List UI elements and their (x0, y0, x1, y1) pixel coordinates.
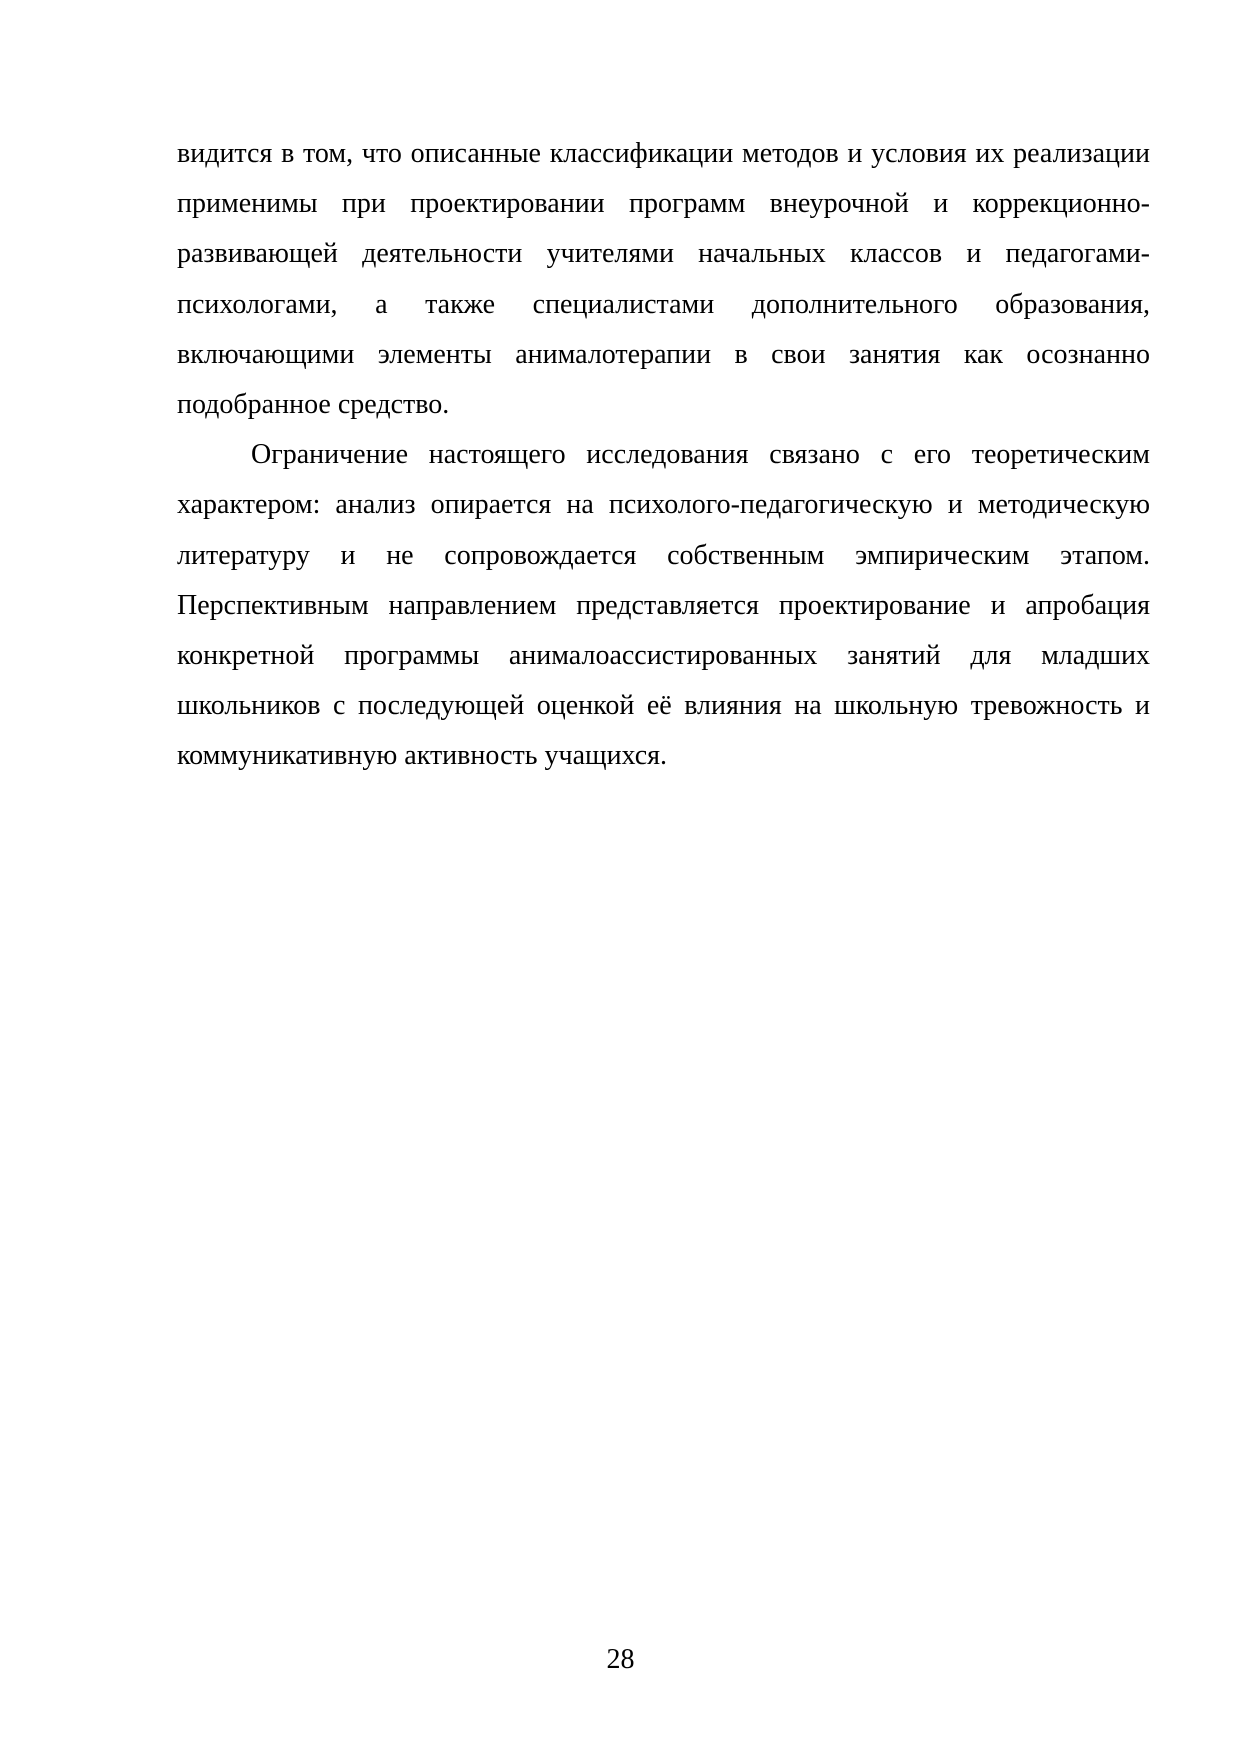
body-text (177, 129, 1150, 782)
page-number: 28 (606, 1644, 635, 1675)
paragraph-limitations: Ограничение настоящего исследования связано с его теоретическим характером: анализ опирается на психолого-педагогическую и методическую литературу и не сопровождается собственным эмпирическим этапом. Перспективным направлением представляется проектирование и апробация конкретной программы анималоассистированных занятий для младших школьников с последующей оценкой её влияния на школьную тревожность и коммуникативную активность учащихся. (177, 439, 1150, 772)
paragraph-continuation: видится в том, что описанные классификации методов и условия их реализации применимы при проектировании программ внеурочной и коррекционно-развивающей деятельности учителями начальных классов и педагогами-психологами, а также специалистами дополнительного образования, включающими элементы анималотерапии в свои занятия как осознанно подобранное средство. (177, 138, 1150, 421)
